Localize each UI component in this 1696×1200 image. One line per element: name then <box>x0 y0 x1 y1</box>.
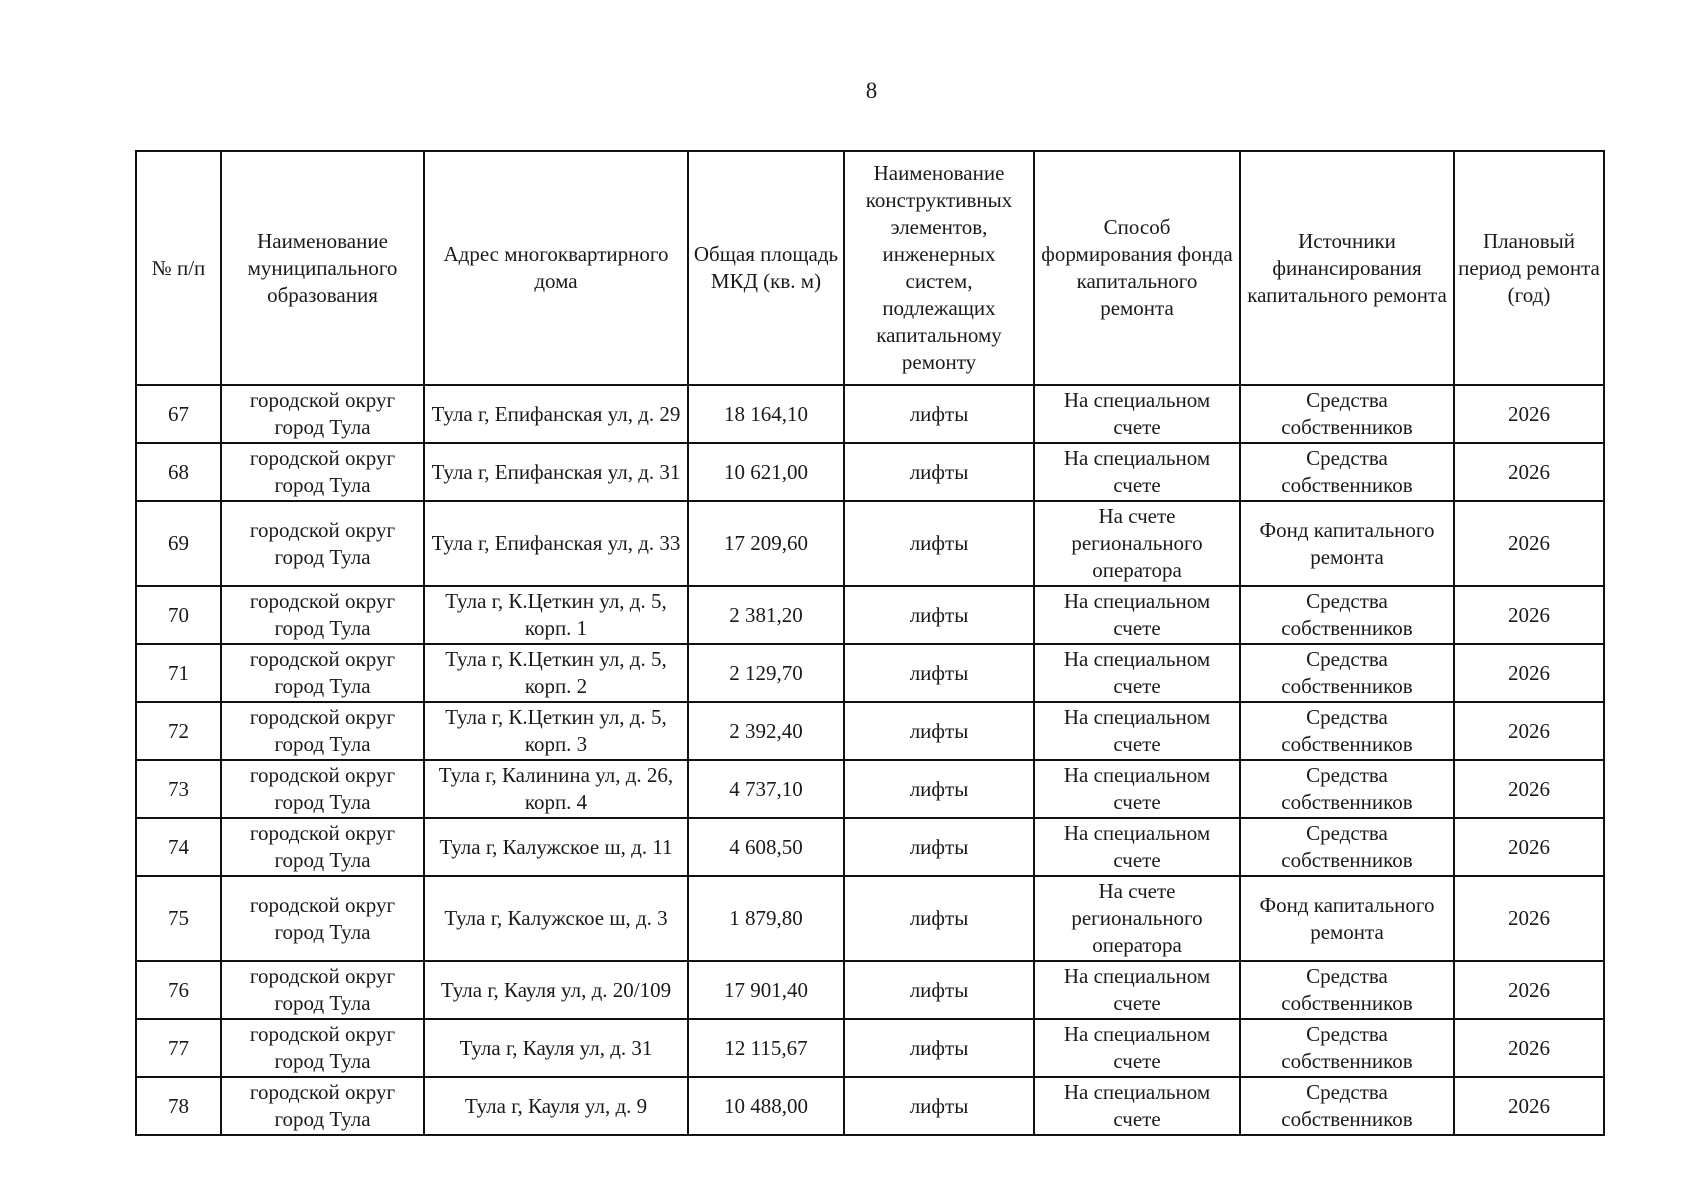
cell-number: 74 <box>136 818 221 876</box>
cell-elements: лифты <box>844 818 1034 876</box>
cell-elements: лифты <box>844 443 1034 501</box>
cell-area: 17 209,60 <box>688 501 844 586</box>
cell-year: 2026 <box>1454 385 1604 443</box>
cell-year: 2026 <box>1454 586 1604 644</box>
cell-area: 17 901,40 <box>688 961 844 1019</box>
cell-fund-method: На специальном счете <box>1034 443 1240 501</box>
cell-funding-source: Средства собственников <box>1240 443 1454 501</box>
table-row <box>136 443 1604 501</box>
repair-register-table <box>135 150 1605 1136</box>
cell-area: 2 129,70 <box>688 644 844 702</box>
cell-municipality: городской округ город Тула <box>221 1077 424 1135</box>
cell-year: 2026 <box>1454 961 1604 1019</box>
cell-number: 78 <box>136 1077 221 1135</box>
cell-number: 71 <box>136 644 221 702</box>
cell-elements: лифты <box>844 961 1034 1019</box>
page-number: 8 <box>865 78 878 103</box>
cell-funding-source: Средства собственников <box>1240 961 1454 1019</box>
cell-elements: лифты <box>844 385 1034 443</box>
cell-address: Тула г, Кауля ул, д. 20/109 <box>424 961 688 1019</box>
cell-funding-source: Средства собственников <box>1240 760 1454 818</box>
cell-municipality: городской округ город Тула <box>221 1019 424 1077</box>
column-header-municipality: Наименование муниципального образования <box>221 151 424 385</box>
cell-address: Тула г, Епифанская ул, д. 33 <box>424 501 688 586</box>
cell-number: 72 <box>136 702 221 760</box>
cell-funding-source: Средства собственников <box>1240 702 1454 760</box>
cell-municipality: городской округ город Тула <box>221 586 424 644</box>
cell-municipality: городской округ город Тула <box>221 443 424 501</box>
cell-number: 73 <box>136 760 221 818</box>
cell-address: Тула г, К.Цеткин ул, д. 5, корп. 3 <box>424 702 688 760</box>
cell-area: 18 164,10 <box>688 385 844 443</box>
cell-year: 2026 <box>1454 443 1604 501</box>
table-row <box>136 1077 1604 1135</box>
column-header-address: Адрес многоквартирного дома <box>424 151 688 385</box>
cell-address: Тула г, К.Цеткин ул, д. 5, корп. 1 <box>424 586 688 644</box>
cell-elements: лифты <box>844 501 1034 586</box>
cell-number: 77 <box>136 1019 221 1077</box>
cell-municipality: городской округ город Тула <box>221 760 424 818</box>
cell-funding-source: Средства собственников <box>1240 385 1454 443</box>
cell-address: Тула г, К.Цеткин ул, д. 5, корп. 2 <box>424 644 688 702</box>
cell-fund-method: На специальном счете <box>1034 961 1240 1019</box>
table-row <box>136 385 1604 443</box>
column-header-area: Общая площадь МКД (кв. м) <box>688 151 844 385</box>
table-row <box>136 818 1604 876</box>
cell-municipality: городской округ город Тула <box>221 644 424 702</box>
cell-fund-method: На специальном счете <box>1034 644 1240 702</box>
cell-number: 75 <box>136 876 221 961</box>
table-row <box>136 586 1604 644</box>
cell-municipality: городской округ город Тула <box>221 818 424 876</box>
cell-number: 70 <box>136 586 221 644</box>
cell-number: 76 <box>136 961 221 1019</box>
cell-area: 2 392,40 <box>688 702 844 760</box>
cell-year: 2026 <box>1454 1077 1604 1135</box>
cell-funding-source: Средства собственников <box>1240 818 1454 876</box>
table-row <box>136 501 1604 586</box>
cell-year: 2026 <box>1454 644 1604 702</box>
column-header-funding-source: Источники финансирования капитального ремонта <box>1240 151 1454 385</box>
cell-funding-source: Средства собственников <box>1240 644 1454 702</box>
cell-year: 2026 <box>1454 818 1604 876</box>
cell-number: 67 <box>136 385 221 443</box>
column-header-number: № п/п <box>136 151 221 385</box>
cell-elements: лифты <box>844 644 1034 702</box>
cell-year: 2026 <box>1454 501 1604 586</box>
cell-address: Тула г, Кауля ул, д. 9 <box>424 1077 688 1135</box>
cell-fund-method: На специальном счете <box>1034 1019 1240 1077</box>
cell-fund-method: На специальном счете <box>1034 760 1240 818</box>
cell-year: 2026 <box>1454 1019 1604 1077</box>
cell-address: Тула г, Калинина ул, д. 26, корп. 4 <box>424 760 688 818</box>
cell-area: 12 115,67 <box>688 1019 844 1077</box>
column-header-fund-method: Способ формирования фонда капитального ремонта <box>1034 151 1240 385</box>
cell-address: Тула г, Калужское ш, д. 3 <box>424 876 688 961</box>
cell-year: 2026 <box>1454 876 1604 961</box>
cell-area: 10 488,00 <box>688 1077 844 1135</box>
cell-year: 2026 <box>1454 760 1604 818</box>
cell-address: Тула г, Епифанская ул, д. 29 <box>424 385 688 443</box>
cell-fund-method: На специальном счете <box>1034 818 1240 876</box>
cell-fund-method: На счете регионального оператора <box>1034 501 1240 586</box>
cell-elements: лифты <box>844 760 1034 818</box>
cell-fund-method: На специальном счете <box>1034 702 1240 760</box>
cell-fund-method: На счете регионального оператора <box>1034 876 1240 961</box>
table-row <box>136 760 1604 818</box>
column-header-year: Плановый период ремонта (год) <box>1454 151 1604 385</box>
cell-elements: лифты <box>844 876 1034 961</box>
cell-fund-method: На специальном счете <box>1034 385 1240 443</box>
cell-funding-source: Средства собственников <box>1240 1019 1454 1077</box>
cell-municipality: городской округ город Тула <box>221 961 424 1019</box>
cell-elements: лифты <box>844 586 1034 644</box>
cell-elements: лифты <box>844 1077 1034 1135</box>
cell-address: Тула г, Калужское ш, д. 11 <box>424 818 688 876</box>
cell-area: 4 737,10 <box>688 760 844 818</box>
cell-funding-source: Средства собственников <box>1240 1077 1454 1135</box>
column-header-elements: Наименование конструктивных элементов, инженерных систем, подлежащих капитальному ремонту <box>844 151 1034 385</box>
cell-funding-source: Фонд капитального ремонта <box>1240 501 1454 586</box>
table-header-row <box>136 151 1604 385</box>
table-row <box>136 876 1604 961</box>
cell-area: 1 879,80 <box>688 876 844 961</box>
cell-address: Тула г, Кауля ул, д. 31 <box>424 1019 688 1077</box>
cell-municipality: городской округ город Тула <box>221 702 424 760</box>
cell-area: 2 381,20 <box>688 586 844 644</box>
table-row <box>136 702 1604 760</box>
cell-funding-source: Фонд капитального ремонта <box>1240 876 1454 961</box>
table-row <box>136 961 1604 1019</box>
cell-fund-method: На специальном счете <box>1034 586 1240 644</box>
cell-area: 10 621,00 <box>688 443 844 501</box>
cell-fund-method: На специальном счете <box>1034 1077 1240 1135</box>
cell-municipality: городской округ город Тула <box>221 385 424 443</box>
cell-funding-source: Средства собственников <box>1240 586 1454 644</box>
cell-address: Тула г, Епифанская ул, д. 31 <box>424 443 688 501</box>
cell-municipality: городской округ город Тула <box>221 876 424 961</box>
cell-elements: лифты <box>844 702 1034 760</box>
cell-municipality: городской округ город Тула <box>221 501 424 586</box>
table-row <box>136 1019 1604 1077</box>
cell-number: 69 <box>136 501 221 586</box>
cell-area: 4 608,50 <box>688 818 844 876</box>
table-row <box>136 644 1604 702</box>
cell-year: 2026 <box>1454 702 1604 760</box>
cell-elements: лифты <box>844 1019 1034 1077</box>
cell-number: 68 <box>136 443 221 501</box>
